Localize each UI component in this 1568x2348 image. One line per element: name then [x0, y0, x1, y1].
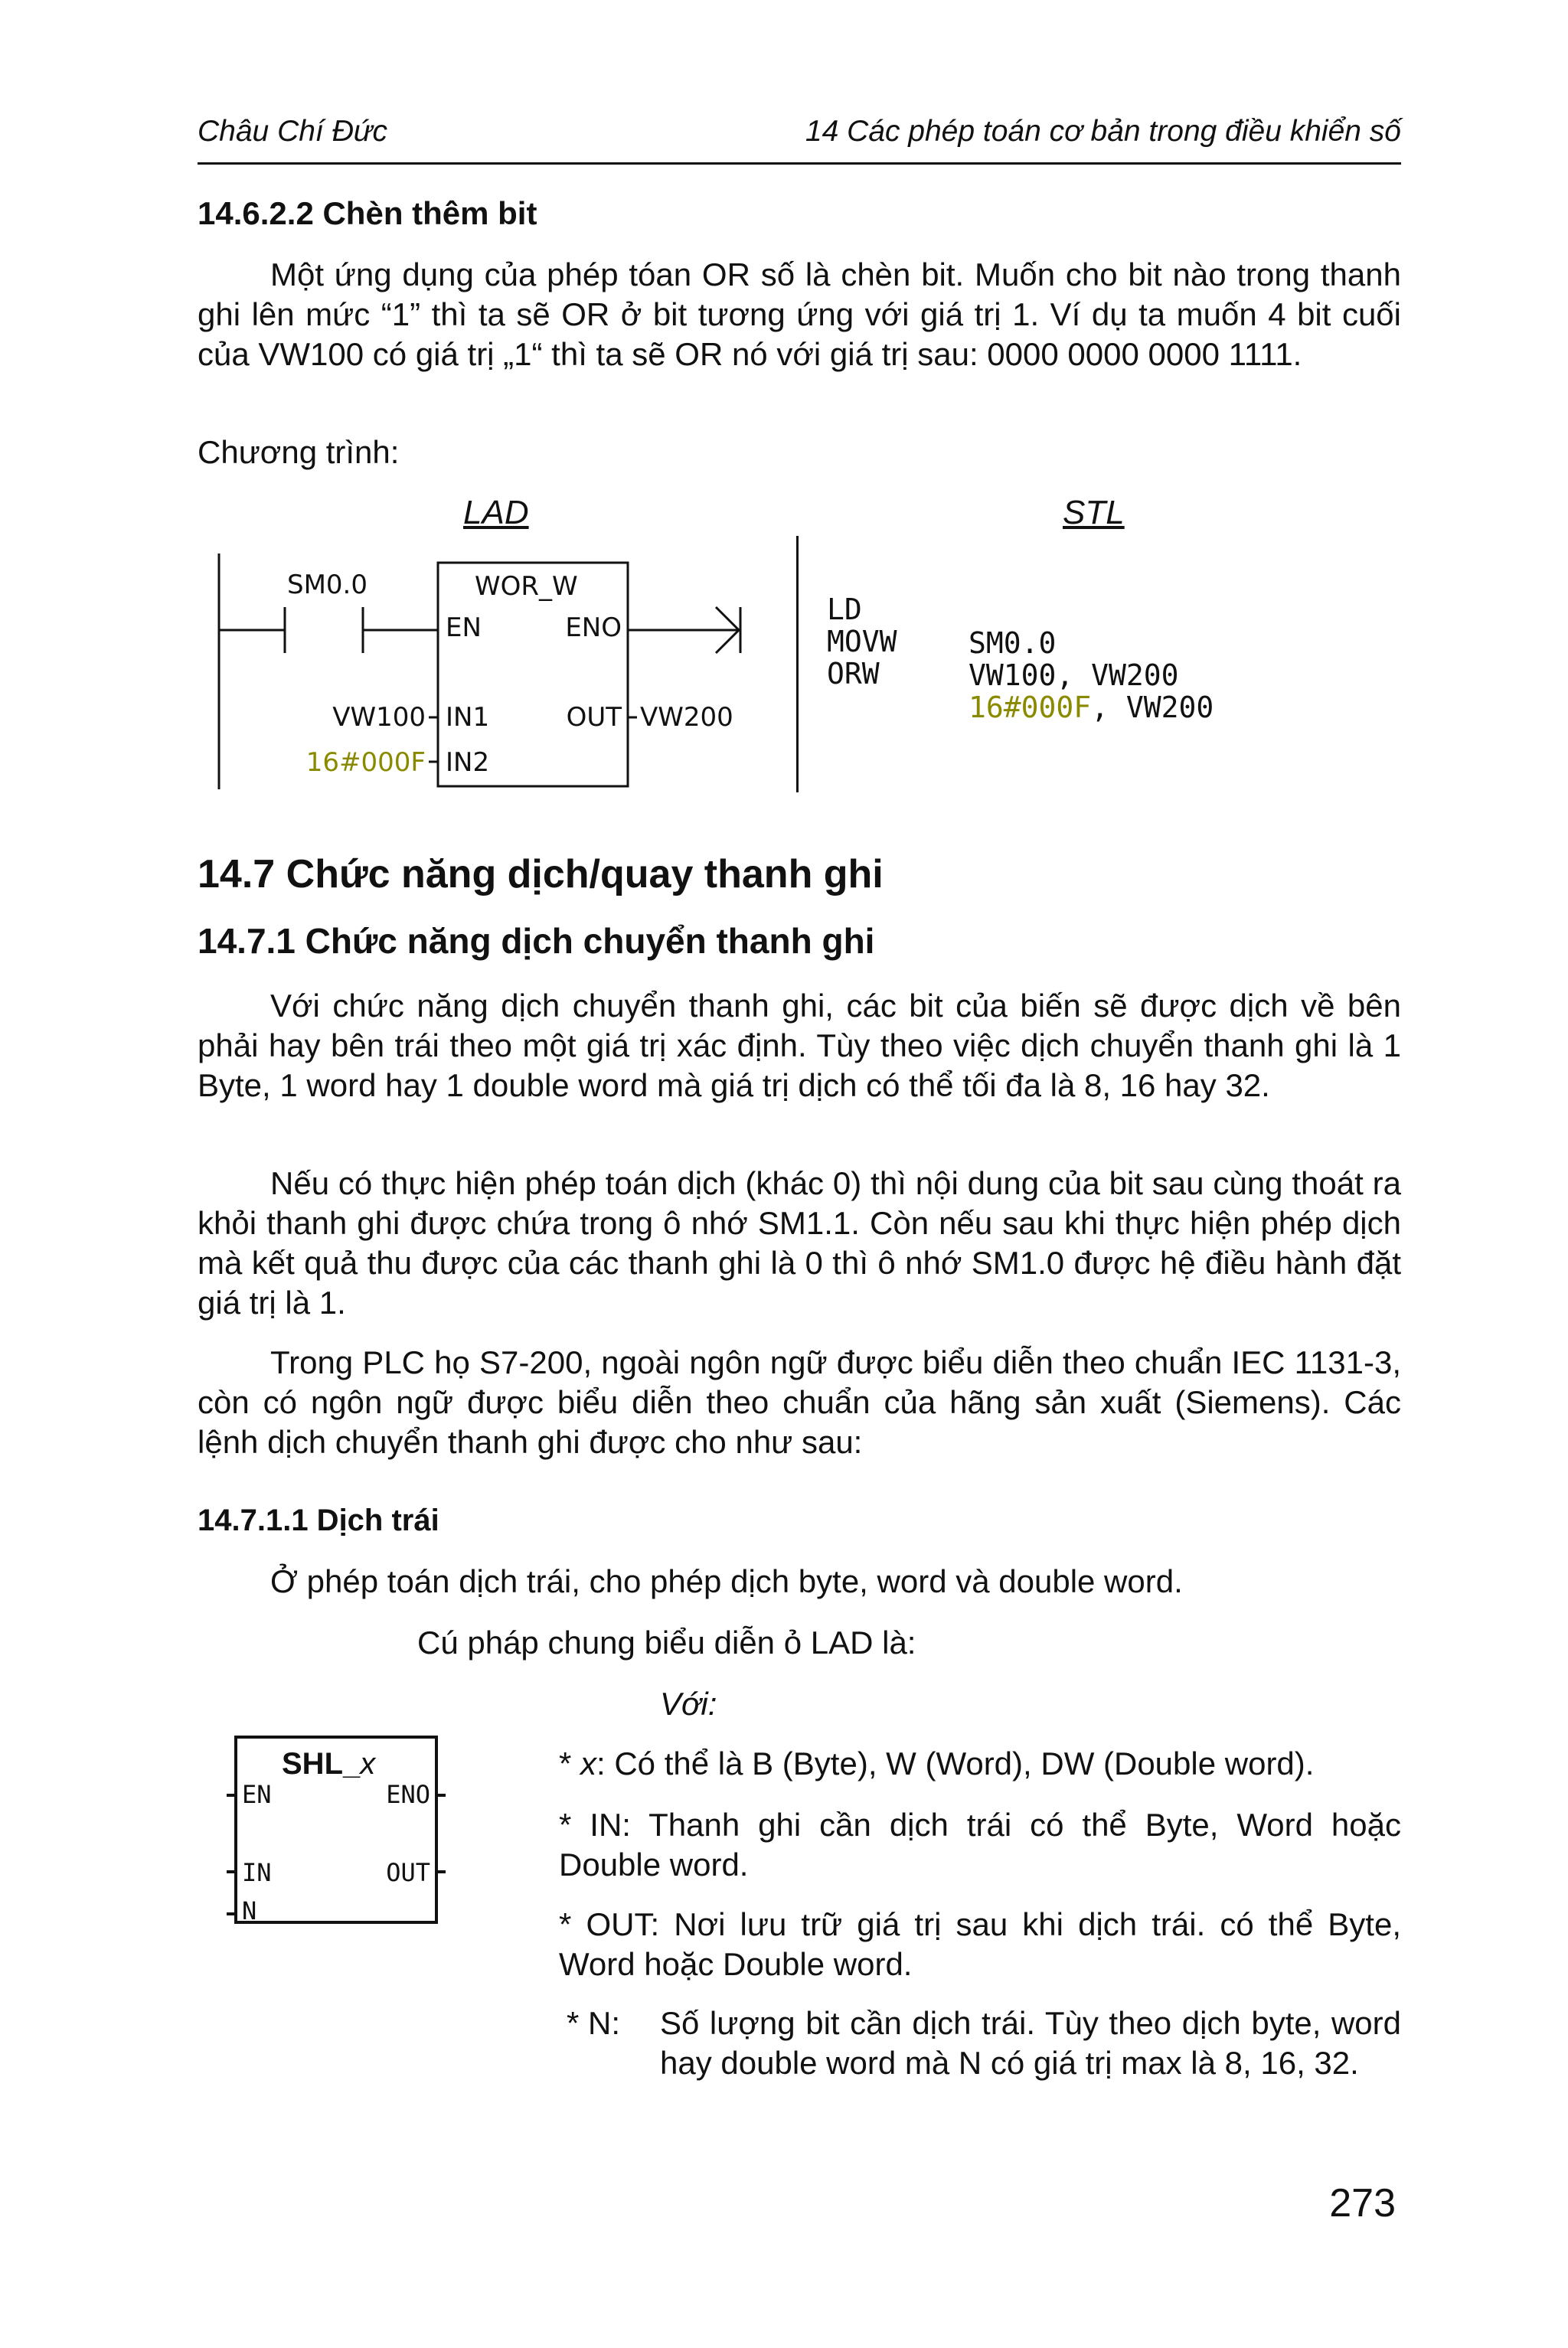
lad-en: EN [446, 612, 482, 643]
header-chapter: 14 Các phép toán cơ bản trong điều khiển số [805, 115, 1401, 148]
stl-constant: 16#000F [969, 691, 1092, 724]
lad-eno: ENO [565, 612, 622, 643]
bullet-x: * x: Có thể là B (Byte), W (Word), DW (Double word). [559, 1745, 1315, 1781]
stl-op: MOVW [827, 625, 897, 658]
bullet-x-text: : Có thể là B (Byte), W (Word), DW (Double word). [596, 1745, 1315, 1781]
lad-diagram [207, 547, 758, 792]
lad-out: OUT [566, 702, 622, 733]
paragraph-chen-bit: Một ứng dụng của phép tóan OR số là chèn bit. Muốn cho bit nào trong thanh ghi lên mức “1” thì ta sẽ OR ở bit tương ứng với giá trị 1. Ví dụ ta muốn 4 bit cuối của VW100 có giá trị „1“ thì ta sẽ OR nó với giá trị sau: 0000 0000 0000 1111. [198, 256, 1401, 372]
shl-eno: ENO [386, 1780, 430, 1809]
svg-text:SHL_x [282, 1747, 377, 1781]
stl-separator [796, 536, 799, 792]
shl-en: EN [242, 1780, 272, 1809]
lad-out-operand: VW200 [640, 702, 733, 733]
program-label: Chương trình: [198, 434, 400, 470]
shl-in: IN [242, 1858, 272, 1887]
page-header [198, 115, 1401, 165]
lad-contact-label: SM0.0 [287, 570, 368, 600]
shl-block-diagram [222, 1726, 452, 1933]
paragraph-dich-chuyen-3: Trong PLC họ S7-200, ngoài ngôn ngữ được biểu diễn theo chuẩn IEC 1131-3, còn có ngôn ngữ được biểu diễn theo chuẩn của hãng sản xuất (Siemens). Các lệnh dịch chuyển thanh ghi được cho như sau: [198, 1344, 1401, 1460]
bullet-n-key: * N: [567, 2005, 621, 2041]
stl-arg: , VW200 [1091, 691, 1214, 724]
paragraph-dich-chuyen-2: Nếu có thực hiện phép toán dịch (khác 0) thì nội dung của bit sau cùng thoát ra khỏi thanh ghi được chứa trong ô nhớ SM1.1. Còn nếu sau khi thực hiện phép dịch mà kết quả thu được của các thanh ghi là 0 thì ô nhớ SM1.0 được hệ điều hành đặt giá trị là 1. [198, 1165, 1401, 1321]
page-number: 273 [1329, 2181, 1396, 2226]
with-label: Với: [660, 1686, 717, 1722]
shl-name-variable: x [360, 1747, 376, 1781]
stl-op: ORW [827, 657, 880, 691]
lad-in1-operand: VW100 [332, 702, 426, 733]
section-heading-dich-quay: 14.7 Chức năng dịch/quay thanh ghi [198, 852, 884, 896]
bullet-x-key: x [580, 1745, 597, 1781]
paragraph-dich-trai-intro: Ở phép toán dịch trái, cho phép dịch byte, word và double word. [270, 1563, 1183, 1599]
lad-label: LAD [463, 494, 529, 531]
stl-op: LD [827, 593, 862, 626]
stl-arg: VW100, VW200 [969, 658, 1179, 692]
syntax-label: Cú pháp chung biểu diễn ỏ LAD là: [417, 1625, 916, 1661]
lad-in1: IN1 [446, 702, 490, 733]
bullet-in: * IN: Thanh ghi cần dịch trái có thể Byte, Word hoặc Double word. [559, 1807, 1401, 1883]
bullet-n-text: Số lượng bit cần dịch trái. Tùy theo dịch byte, word hay double word mà N có giá trị max là 8, 16, 32. [660, 2005, 1401, 2081]
shl-n: N [242, 1896, 257, 1925]
lad-block-name: WOR_W [475, 571, 578, 602]
shl-out: OUT [386, 1858, 430, 1887]
bullet-out: * OUT: Nơi lưu trữ giá trị sau khi dịch trái. có thể Byte, Word hoặc Double word. [559, 1906, 1401, 1982]
section-heading-chen-bit: 14.6.2.2 Chèn thêm bit [198, 195, 537, 231]
header-author: Châu Chí Đức [198, 115, 387, 148]
subsubsection-heading-dich-trai: 14.7.1.1 Dịch trái [198, 1504, 439, 1537]
lad-in2-operand: 16#000F [305, 747, 426, 778]
stl-label: STL [1063, 494, 1125, 531]
stl-arg: SM0.0 [969, 626, 1057, 660]
shl-name-prefix: SHL_ [282, 1747, 361, 1781]
lad-in2: IN2 [446, 747, 490, 778]
paragraph-dich-chuyen-1: Với chức năng dịch chuyển thanh ghi, các bit của biến sẽ được dịch về bên phải hay bên trái theo một giá trị xác định. Tùy theo việc dịch chuyển thanh ghi là 1 Byte, 1 word hay 1 double word mà giá trị dịch có thể tối đa là 8, 16 hay 32. [198, 988, 1401, 1103]
subsection-heading-dich-chuyen: 14.7.1 Chức năng dịch chuyển thanh ghi [198, 921, 875, 961]
